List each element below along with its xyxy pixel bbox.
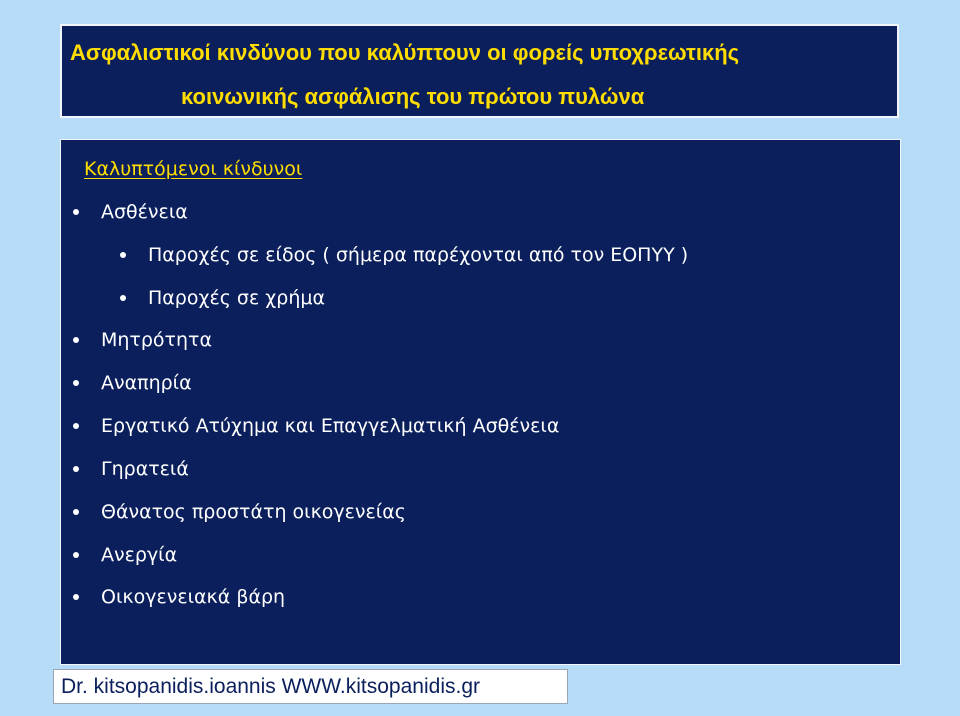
list-item-label: Παροχές σε χρήμα: [148, 287, 325, 309]
bullet-icon: [120, 252, 126, 258]
list-item-old-age: [101, 457, 189, 481]
list-item-work-accident: [101, 414, 559, 438]
bullet-icon: [73, 594, 79, 600]
list-item-label: Ανεργία: [101, 544, 178, 566]
footer-text: Dr. kitsopanidis.ioannis WWW.kitsopanidis.gr: [61, 675, 480, 698]
title-panel: [60, 24, 899, 118]
list-item-disability: [101, 371, 192, 395]
list-item-label: Αναπηρία: [101, 372, 192, 394]
footer: [53, 669, 568, 704]
list-item-benefits-in-kind: [148, 243, 688, 267]
bullet-icon: [73, 466, 79, 472]
list-item-label: Εργατικό Ατύχημα και Επαγγελματική Ασθένεια: [101, 415, 560, 437]
slide-title-line-1: Ασφαλιστικοί κινδύνου που καλύπτουν οι φορείς υποχρεωτικής: [70, 40, 740, 65]
bullet-icon: [73, 552, 79, 558]
list-item-death: [101, 500, 406, 524]
list-item-illness: [101, 200, 188, 224]
list-item-maternity: [101, 328, 212, 352]
list-item-label: Οικογενειακά βάρη: [101, 586, 286, 608]
bullet-icon: [73, 509, 79, 515]
list-item-label: Παροχές σε είδος ( σήμερα παρέχονται από τον ΕΟΠΥΥ ): [148, 244, 689, 266]
list-item-cash-benefits: [148, 286, 325, 310]
list-item-family-burdens: [101, 585, 285, 609]
slide-title-line-2: κοινωνικής ασφάλισης του πρώτου πυλώνα: [181, 84, 645, 109]
list-item-label: Θάνατος προστάτη οικογενείας: [101, 501, 406, 523]
list-item-label: Ασθένεια: [101, 201, 188, 223]
bullet-icon: [73, 423, 79, 429]
content-panel: [60, 139, 901, 665]
list-item-label: Μητρότητα: [101, 329, 213, 351]
list-item-unemployment: [101, 543, 177, 567]
bullet-icon: [73, 209, 79, 215]
bullet-icon: [73, 380, 79, 386]
section-heading: Καλυπτόμενοι κίνδυνοι: [84, 158, 303, 180]
bullet-icon: [73, 337, 79, 343]
list-item-label: Γηρατειά: [101, 458, 189, 480]
bullet-icon: [120, 295, 126, 301]
